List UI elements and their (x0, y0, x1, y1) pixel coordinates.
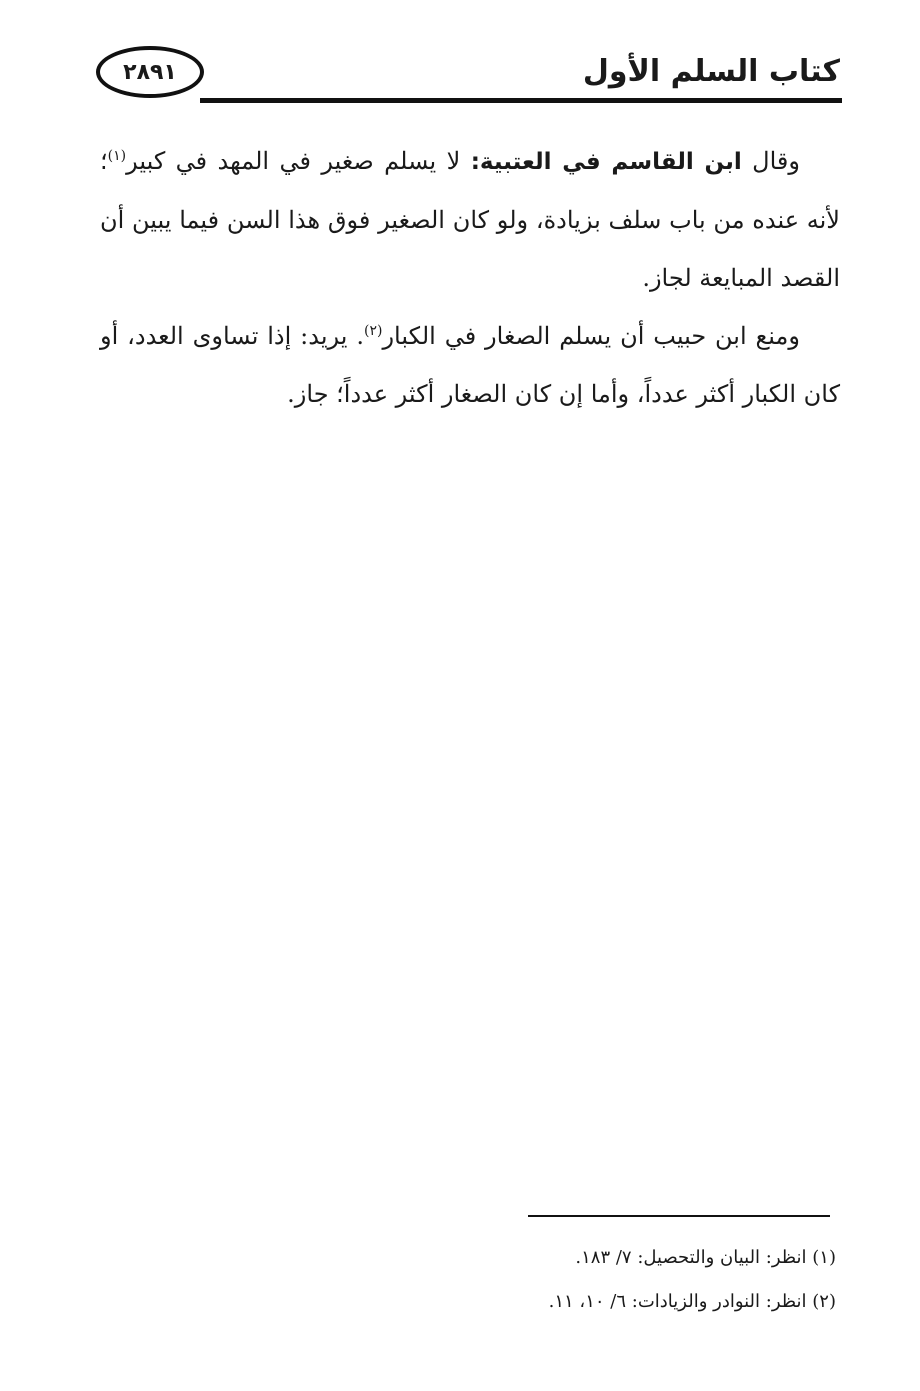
footnote-ref-2: (٢) (363, 323, 383, 339)
page-number: ٢٨٩١ (123, 59, 177, 85)
footnote-1: (١) انظر: البيان والتحصيل: ٧/ ١٨٣. (575, 1247, 836, 1268)
header-rule (200, 98, 842, 103)
paragraph-2 (100, 307, 840, 423)
paragraph-2-text-b: . يريد: إذا تساوى العدد، أو كان الكبار أكثر عدداً، وأما إن كان الصغار أكثر عدداً؛ جاز. (100, 322, 840, 408)
book-title: كتاب السلم الأول (582, 54, 840, 89)
main-text (100, 132, 840, 423)
footnote-ref-1: (١) (107, 148, 127, 164)
paragraph-1-text-a: وقال (741, 147, 800, 175)
paragraph-1-bold-source: ابن القاسم في العتبية: (470, 149, 742, 175)
footnotes (336, 1236, 836, 1324)
footnote-separator (528, 1215, 830, 1217)
footnote-2: (٢) انظر: النوادر والزيادات: ٦/ ١٠، ١١. (548, 1291, 836, 1312)
page-number-oval (96, 46, 204, 98)
paragraph-2-text-a: ومنع ابن حبيب أن يسلم الصغار في الكبار (382, 322, 800, 350)
paragraph-1-text-c: ؛ لأنه عنده من باب سلف بزيادة، ولو كان الصغير فوق هذا السن فيما يبين أن القصد المبايعة لجاز. (100, 147, 840, 292)
page-header (96, 40, 842, 110)
paragraph-1 (100, 132, 840, 307)
paragraph-1-text-b: لا يسلم صغير في المهد في كبير (126, 147, 471, 175)
